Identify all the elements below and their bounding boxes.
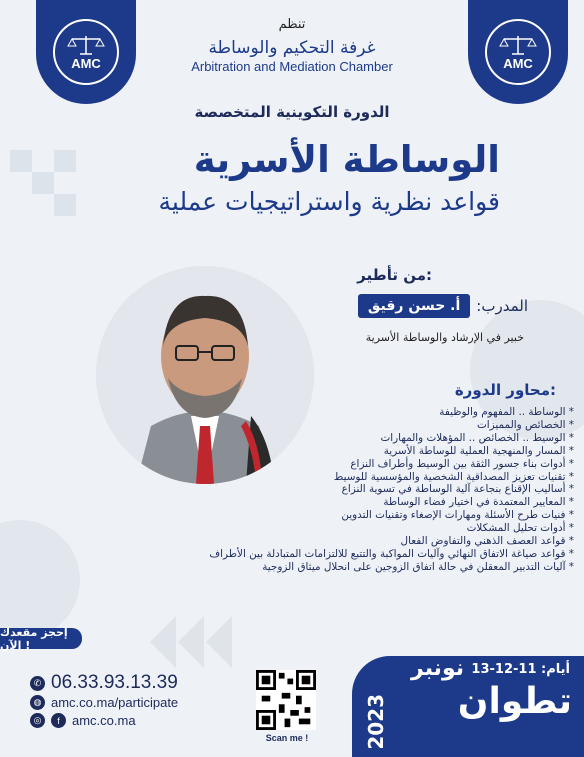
event-date-box (352, 656, 584, 757)
list-item: * فنيات طرح الأسئلة ومهارات الإصغاء وتقنيات التدوين (114, 509, 574, 522)
event-month: نونبر (411, 656, 464, 681)
book-seat-button[interactable]: إحجز مقعدك الآن ! (0, 628, 82, 649)
list-item: * قواعد صياغة الاتفاق النهائي وآليات المواكبة والتتبع للالتزامات المتبادلة بين الأطراف (114, 548, 574, 561)
list-item: * أساليب الإقناع بنجاعة آلية الوساطة في تسوية النزاع (114, 483, 574, 496)
logo-text: AMC (503, 55, 533, 71)
facebook-icon: f (51, 713, 66, 728)
list-item: * الوساطة .. المفهوم والوظيفة (114, 406, 574, 419)
web-icon: ◍ (30, 695, 45, 710)
list-item: * المعايير المعتمدة في اختيار فضاء الوساطة (114, 496, 574, 509)
trainer-label: المدرب: (476, 297, 528, 315)
trainer-description: خبير في الإرشاد والوساطة الأسرية (365, 331, 524, 344)
list-item: * الوسيط .. الخصائص .. المؤهلات والمهارات (114, 432, 574, 445)
bg-square-1 (10, 150, 32, 172)
list-item: * قواعد العصف الذهني والتفاوض الفعال (114, 535, 574, 548)
list-item: * آليات التدبير المعقلن في حالة اتفاق الزوجين على انحلال ميثاق الزوجية (114, 561, 574, 574)
scan-label: Scan me ! (265, 733, 309, 743)
list-item: * تقنيات تعزيز المصداقية الشخصية والمؤسسية للوسيط (114, 471, 574, 484)
course-title: الوساطة الأسرية (193, 138, 500, 181)
qr-code[interactable] (256, 670, 316, 730)
course-type: الدورة التكوينية المتخصصة (194, 103, 390, 121)
list-item: * أدوات تحليل المشكلات (114, 522, 574, 535)
chevron-icon (150, 616, 176, 668)
chamber-name-en: Arbitration and Mediation Chamber (191, 59, 393, 74)
chamber-name-ar: غرفة التحكيم والوساطة (208, 38, 376, 58)
list-item: * المسار والمنهجية العملية للوساطة الأسرية (114, 445, 574, 458)
participate-link[interactable] (30, 695, 178, 710)
event-days: أيام: 11-12-13 (471, 662, 570, 677)
chevron-icon (206, 616, 232, 668)
course-subtitle: قواعد نظرية واستراتيجيات عملية (158, 187, 500, 216)
organizes-text: تنظم (278, 17, 306, 32)
bg-circle-left (0, 520, 80, 640)
event-year: 2023 (364, 694, 388, 750)
bg-square-2 (32, 172, 54, 194)
trainer-row (358, 294, 528, 318)
phone-number: 06.33.93.13.39 (51, 672, 178, 693)
site-link[interactable] (30, 713, 136, 728)
topics-list (114, 406, 574, 574)
event-city: تطوان (457, 681, 572, 722)
participate-url: amc.co.ma/participate (51, 695, 179, 710)
phone-contact[interactable] (30, 672, 178, 694)
axes-title: محاور الدورة: (454, 381, 556, 399)
list-item: * الخصائص والمميزات (114, 419, 574, 432)
site-url: amc.co.ma (72, 713, 136, 728)
whatsapp-icon: ✆ (30, 676, 45, 691)
supervised-by: من تأطير: (357, 266, 432, 284)
trainer-name: أ. حسن رقيق (358, 294, 470, 318)
chevron-icon (178, 616, 204, 668)
instagram-icon: ◎ (30, 713, 45, 728)
list-item: * أدوات بناء جسور الثقة بين الوسيط وأطراف النزاع (114, 458, 574, 471)
logo-text: AMC (71, 55, 101, 71)
